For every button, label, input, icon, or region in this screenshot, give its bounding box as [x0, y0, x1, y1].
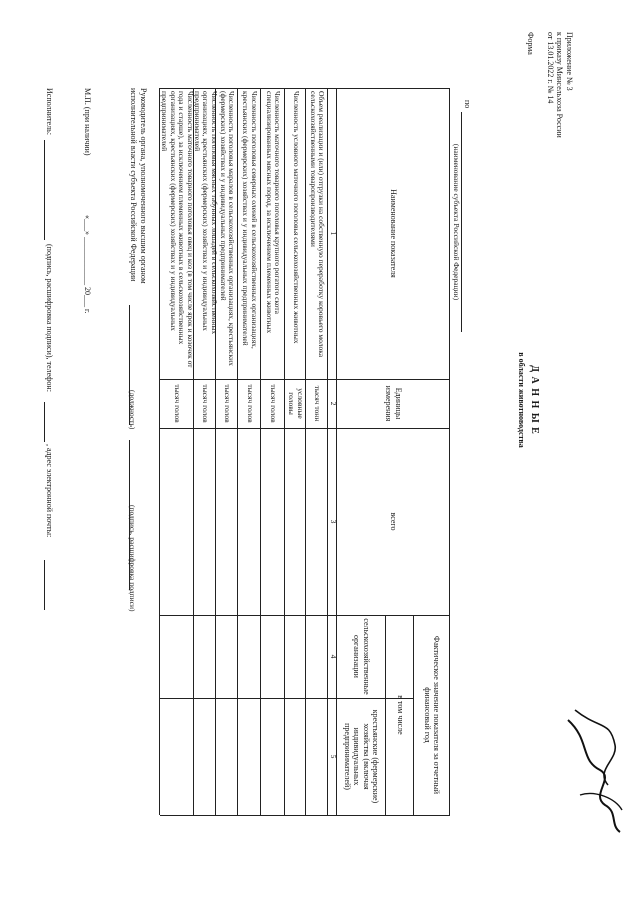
signature-graphic — [560, 700, 630, 840]
subject-caption: (наименование субъекта Российской Федерации) — [452, 143, 461, 301]
phone-line[interactable] — [44, 402, 45, 442]
col-number-4: 4 — [328, 654, 338, 659]
row-5-name: Численность поголовья маралов в сельскохозяйственных организациях, крестьянских (фермерских) хозяйствах и у индивидуальных предпринимателей — [219, 91, 237, 366]
form-label: Форма — [526, 32, 536, 55]
subject-line[interactable] — [461, 112, 462, 332]
header-total: всего — [389, 512, 399, 531]
sign-caption: (подпись, расшифровка подписи) — [128, 505, 137, 612]
executor-sign-caption: (подпись, расшифровка подписи), телефон: — [45, 244, 54, 392]
position-caption: (должность) — [128, 390, 137, 430]
head-label — [129, 88, 148, 388]
row-3-unit: тысяч голов — [269, 384, 279, 423]
head-label-line2: исполнительной власти субъекта Российской Федерации — [129, 88, 139, 282]
col-number-1: 1 — [328, 231, 338, 236]
col-number-5: 5 — [328, 754, 338, 759]
head-label-line1: Руководитель органа, уполномоченного высшим органом — [139, 88, 148, 284]
row-3-name: Численность маточного товарного поголовья крупного рогатого скота специализированных мясных пород, за исключением племенных животных — [265, 91, 283, 334]
executor-label: Исполнитель: — [45, 88, 54, 135]
email-line[interactable] — [44, 560, 45, 610]
header-unit: Единицы измерения — [384, 385, 403, 422]
row-5-unit: тысяч голов — [223, 384, 233, 423]
header-fact: Фактическое значение показателя за отчетный финансовый год — [423, 635, 442, 795]
row-2-name: Численность условного маточного поголовья сельскохозяйственных животных — [291, 91, 301, 344]
row-4-name: Численность поголовья северных оленей в сельскохозяйственных организациях, крестьянских (фермерских) хозяйствах и у индивидуальных предпринимателей — [241, 91, 259, 349]
row-1-name: Объем реализации и (или) отгрузки на собственную переработку коровьего молока сельскохозяйственными товаропроизводителями — [309, 91, 327, 358]
header-farms: крестьянские (фермерские) хозяйства (включая индивидуальных предпринимателей) — [343, 709, 381, 804]
row-1-unit: тысяч тонн — [313, 385, 323, 422]
email-label: , адрес электронной почты: — [45, 444, 54, 538]
col-number-3: 3 — [328, 519, 338, 524]
col-number-2: 2 — [328, 401, 338, 406]
appendix-order: к приказу Минсельхоза России — [555, 32, 565, 138]
doc-subtitle: в области животноводства — [517, 352, 526, 448]
row-6-unit: тысяч голов — [201, 384, 211, 423]
doc-title: Д А Н Н Ы Е — [529, 365, 540, 435]
header-agri: сельскохозяйственные организации — [352, 618, 371, 695]
appendix-header — [526, 32, 574, 252]
executor-line[interactable] — [44, 140, 45, 240]
header-incl: в том числе — [395, 695, 405, 735]
data-table — [160, 88, 450, 815]
row-6-name: Численность поголовья мясных табунных лошадей в сельскохозяйственных организациях, крестьянских (фермерских) хозяйствах и у индивидуальных предпринимателей — [192, 91, 219, 335]
mp-label: М.П. (при наличии) — [83, 88, 92, 156]
header-name: Наименование показателя — [389, 189, 399, 278]
appendix-date: от 13.01.2022 г. № 14 — [546, 32, 555, 104]
appendix-number: Приложение № 3 — [565, 32, 574, 91]
row-4-unit: тысяч голов — [245, 384, 255, 423]
row-7-name: Численность маточного товарного поголовья овец и коз (в том числе ярок и козочек от года и старше), за исключением племенных животных в сельскохозяйственных организациях, крестьянских (фермерских) хозяйствах и у индивидуальных предпринимателей — [160, 91, 195, 368]
row-2-unit: условные головы — [287, 388, 305, 419]
date-field[interactable]: «___» ____________ 20___ г. — [83, 215, 92, 314]
po-label: по — [463, 100, 472, 109]
row-7-unit: тысяч голов — [173, 384, 183, 423]
